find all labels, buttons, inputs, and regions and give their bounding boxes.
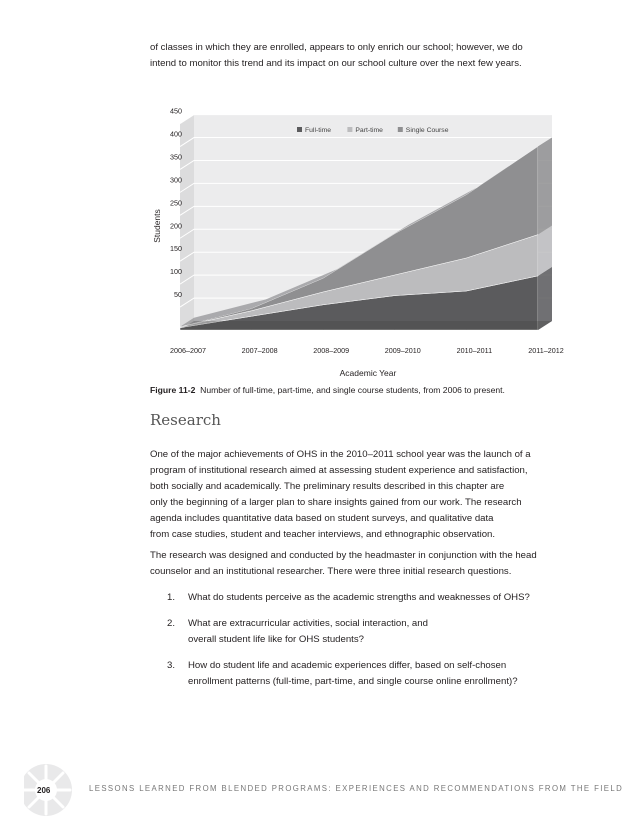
y-axis-label: Students [152,209,162,243]
floor-shadow [180,321,552,330]
list-item [150,616,570,648]
legend-swatch [398,127,403,132]
running-title: LESSONS LEARNED FROM BLENDED PROGRAMS: EXPERIENCES AND RECOMMENDATIONS FROM THE FIELD [89,784,624,793]
x-tick-labels [170,346,564,355]
area-side-full-time [538,267,552,330]
question-line: How do student life and academic experiences differ, based on self-chosen [188,660,507,671]
students-area-chart [0,0,638,380]
paragraph-line: counselor and an institutional researcher. There were three initial research questions. [150,566,512,577]
legend-swatch [347,127,352,132]
question-line: overall student life like for OHS students? [188,634,364,645]
y-tick-label: 50 [174,290,182,300]
area-side-single-course [538,138,552,235]
list-item [150,590,570,606]
intro-line: intend to monitor this trend and its impact on our school culture over the next few years. [150,58,522,69]
paragraph-line: only the beginning of a larger plan to share insights gained from our work. The research [150,497,522,508]
x-tick-label: 2011–2012 [528,346,564,355]
figure-caption [150,385,505,395]
star-emblem-icon [24,760,80,820]
legend-entry: Part-time [355,127,383,134]
paragraph-line: agenda includes quantitative data based on student surveys, and qualitative data [150,513,494,524]
y-tick-label: 150 [170,244,182,254]
paragraph-line: both socially and academically. The preliminary results described in this chapter are [150,481,505,492]
research-paragraph-2 [150,548,550,580]
y-tick-labels [170,107,182,299]
paragraph-line: The research was designed and conducted by the headmaster in conjunction with the head [150,550,537,561]
paragraph-line: from case studies, student and teacher interviews, and ethnographic observation. [150,529,496,540]
x-tick-label: 2006–2007 [170,346,206,355]
x-tick-label: 2010–2011 [456,346,493,355]
paragraph-line: program of institutional research aimed at assessing student experience and satisfaction, [150,465,528,476]
intro-line: of classes in which they are enrolled, appears to only enrich our school; however, we do [150,42,523,53]
figure-caption-text: Number of full-time, part-time, and single course students, from 2006 to present. [200,385,505,395]
section-heading: Research [150,411,221,429]
y-tick-label: 100 [170,267,182,277]
list-number: 3. [167,660,176,671]
legend-entry: Single Course [405,127,449,134]
paragraph-line: One of the major achievements of OHS in the 2010–2011 school year was the launch of a [150,449,531,460]
question-line: What are extracurricular activities, social interaction, and [188,618,428,629]
question-line: What do students perceive as the academic strengths and weaknesses of OHS? [188,592,530,603]
y-tick-label: 450 [170,106,182,116]
list-item [150,658,570,690]
figure-label: Figure 11-2 [150,385,196,395]
legend-entry: Full-time [305,127,332,134]
y-tick-label: 400 [170,129,182,139]
y-tick-label: 350 [170,152,182,162]
list-number: 2. [167,618,176,629]
y-tick-label: 250 [170,198,182,208]
question-line: enrollment patterns (full-time, part-time, and single course online enrollment)? [188,676,518,687]
research-paragraph-1 [150,447,550,543]
x-tick-label: 2008–2009 [313,346,350,355]
y-tick-label: 200 [170,221,182,231]
page-footer [24,760,624,820]
list-number: 1. [167,592,176,603]
chart-legend [297,127,449,134]
y-tick-label: 300 [170,175,182,185]
x-tick-label: 2009–2010 [384,346,421,355]
page-number: 206 [37,786,51,795]
legend-swatch [297,127,302,132]
x-axis-label: Academic Year [339,368,397,378]
x-tick-label: 2007–2008 [241,346,278,355]
research-questions-list [150,590,570,700]
left-wall [180,115,194,330]
